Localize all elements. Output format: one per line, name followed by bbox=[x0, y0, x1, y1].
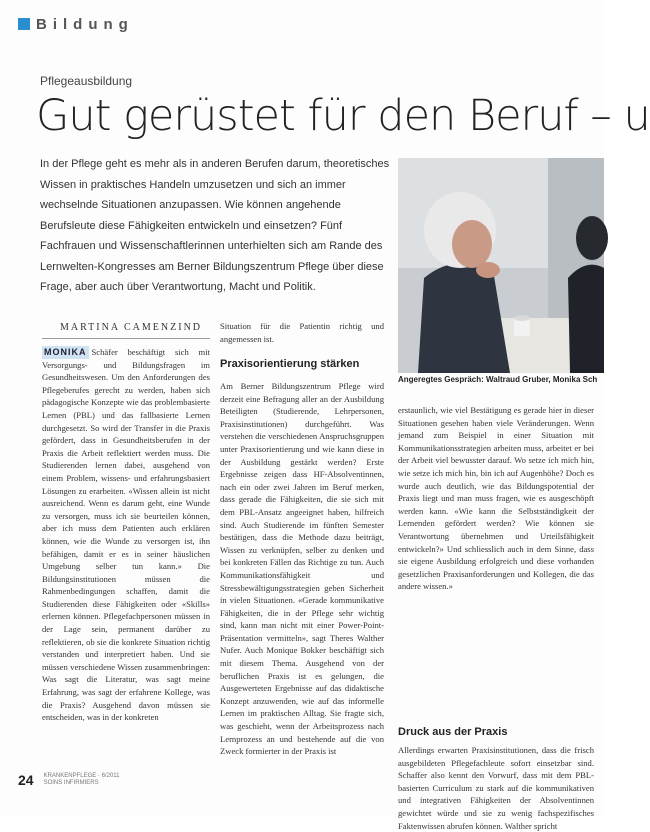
article-headline: Gut gerüstet für den Beruf – u bbox=[36, 91, 650, 141]
byline: MARTINA CAMENZIND bbox=[60, 322, 203, 333]
dropword: MONIKA bbox=[44, 347, 87, 357]
paragraph bbox=[42, 346, 210, 724]
col2-top-text: Situation für die Patientin richtig und angemessen ist. bbox=[220, 321, 384, 344]
rubric-square-icon bbox=[18, 18, 30, 30]
text-column-3 bbox=[398, 404, 594, 720]
subheading-druck: Druck aus der Praxis bbox=[398, 726, 508, 738]
photo-illustration bbox=[398, 158, 604, 373]
col2-text: Am Berner Bildungszentrum Pflege wird derzeit eine Befragung aller an der Ausbildung Beteiligten (Studierende, Lehrpersonen, Praxisinstitutionen) durchgeführt. Was verstehen die verschiedenen Anspruchsgruppen unter Praxisorientierung und wie kann diese in der Ausbildung gestärkt werden? Erste Ergebnisse zeigen dass HF-Absolventinnen, nach ein oder zwei Jahren im Beruf merken, dass gerade die Fähigkeiten, die sie sich mit dem PBL-Ansatz angeeignet haben, hilfreich sind. Auch Studierende im fünften Semester bestätigen, dass die Methode dazu beiträgt, Wissen zu verknüpfen, selber zu denken und bei konkreten Fällen das Richtige zu tun. Auch Kommunikationsfähigkeit und Stressbewältigungsstrategien geben Sicherheit in vielen Situationen. «Gerade kommunikative Fähigkeiten, die in der Pflege sehr wichtig sind, kann man nicht mit einer Power-Point-Präsentation vermitteln», sagt Theres Walther Nufer. Auch Monique Bokker beschäftigt sich mit diesem Thema. Ausgehend von der beruflichen Praxis ist es gelungen, die Ausgewerteten Ergebnisse auf das didaktische Konzept anzuwenden, wie auf das informelle Lernen im praktischen Alltag. Sie fragte sich, was geschieht, wenn der Arbeitsprozess nach Lernprozess an und bestehende auf die von Zweck formierter in der Praxis ist bbox=[220, 381, 384, 757]
text-column-2-body bbox=[220, 380, 384, 756]
article-lead bbox=[40, 154, 395, 298]
publication-info bbox=[44, 773, 120, 787]
col3-text2: Allerdings erwarten Praxisinstitutionen, dass die frisch ausgebildeten Pflegefachleute sofort einsetzbar sind. Schaffer also kennt den Vorwurf, dass mit dem PBL-basierten Curriculum zu stark auf die kommunikativen und integrativen Fähigkeiten der Absolventinnen gewichtet würde und sie zu wenig fachspezifisches Faktenwissen abrufen können. Walther spricht bbox=[398, 745, 594, 831]
page-footer bbox=[18, 772, 120, 788]
text-column-3-body bbox=[398, 744, 594, 831]
rubric-label: Bildung bbox=[36, 15, 134, 33]
page-number: 24 bbox=[18, 772, 34, 788]
col3-text: erstaunlich, wie viel Bestätigung es gerade hier in dieser Situationen gesehen haben viele Veränderungen. Wenn jemand zum Beispiel in einer Situation mit Kommunikationsstrategien arbeiten muss, arbeitet er bei der Arbeit viel bewusster darauf. Wo setze ich mich hin, wie setze ich mich hin, bin ich auf Augenhöhe? Doch es wurde auch deutlich, wie das Bildungspotential der Praxis liegt und man muss fragen, wie es ausgeschöpft werden kann. «Wie kann die Selbstständigkeit der Lernenden gefördert werden? Wie können sie Verantwortung übernehmen und Urteilsfähigkeit entwickeln?» Und schliesslich auch in dem Sinne, dass sie eigene Ausbildung erfolgreich und diese vorhanden gesetzlichen Praxisanforderungen und Kollegen, die das andere wissen.» bbox=[398, 405, 594, 592]
article-photo bbox=[398, 158, 604, 373]
text-column-2 bbox=[220, 320, 384, 345]
col1-text: Schäfer beschäftigt sich mit Versorgungs- und Bildungsfragen im Gesundheitswesen. Um den Anforderungen des Pflegeberufes gerecht zu werden, haben sich pädagogische Konzepte wie das problembasierte Lernen (PBL) und das fallbasierte Lernen durchgesetzt. So wird der Transfer in die Praxis gefördert, dass in Gesundheitsberufen in der Praxis die Arbeit reflektiert werden muss. Die Studierenden lernen dabei, ausgehend von einem Problem, wissens- und erfahrungsbasiert Lösungen zu erarbeiten. «Wissen allein ist nicht ausreichend. Wenn es darum geht, eine Wunde zu versorgen, muss ich sie beurteilen können, aber ich muss dem Patienten auch erklären können, wie die Wunde zu versorgen ist, ihn befähigen, damit er es in seiner häuslichen Umgebung selber tun kann.» Die Bildungsinstitutionen müssen die Rahmenbedingungen schaffen, damit die Studierenden diese Fähigkeiten oder «Skills» erlernen können. Pflegefachpersonen müssen in der Lage sein, permanent darüber zu reflektieren, ob sie die konkrete Situation richtig verstanden und interpretiert haben. Und sie müssen verschiedene Wissen zusammenbringen: Was sagt die Literatur, was sagt meine Erfahrung, was sagt der erfahrene Kollege, was die Praxis? Ausgehend davon müssen sie entscheiden, was in der konkreten bbox=[42, 347, 210, 723]
article-kicker: Pflegeausbildung bbox=[40, 74, 133, 88]
subheading-praxisorientierung: Praxisorientierung stärken bbox=[220, 358, 360, 370]
text-column-1 bbox=[42, 346, 210, 724]
publication-line-1: KRANKENPFLEGE · 6/2011 bbox=[43, 773, 120, 779]
publication-line-2: SOINS INFIRMIERS bbox=[43, 780, 99, 786]
lead-text: In der Pflege geht es mehr als in anderen Berufen darum, theoretisches Wissen in praktisches Handeln umzusetzen und sich an immer wechselnde Situationen anzupassen. Wie können angehende Berufsleute diese Fähigkeiten entwickeln und einsetzen? Fünf Fachfrauen und Wissenschaftlerinnen unterhielten sich am Rande des Lernwelten-Kongresses am Berner Bildungszentrum Pflege über diese Frage, aber auch über Verantwortung, Macht und Politik. bbox=[40, 158, 390, 293]
byline-divider bbox=[42, 338, 210, 339]
photo-caption: Angeregtes Gespräch: Waltraud Gruber, Monika Sch bbox=[398, 375, 598, 384]
section-rubric bbox=[18, 14, 134, 34]
